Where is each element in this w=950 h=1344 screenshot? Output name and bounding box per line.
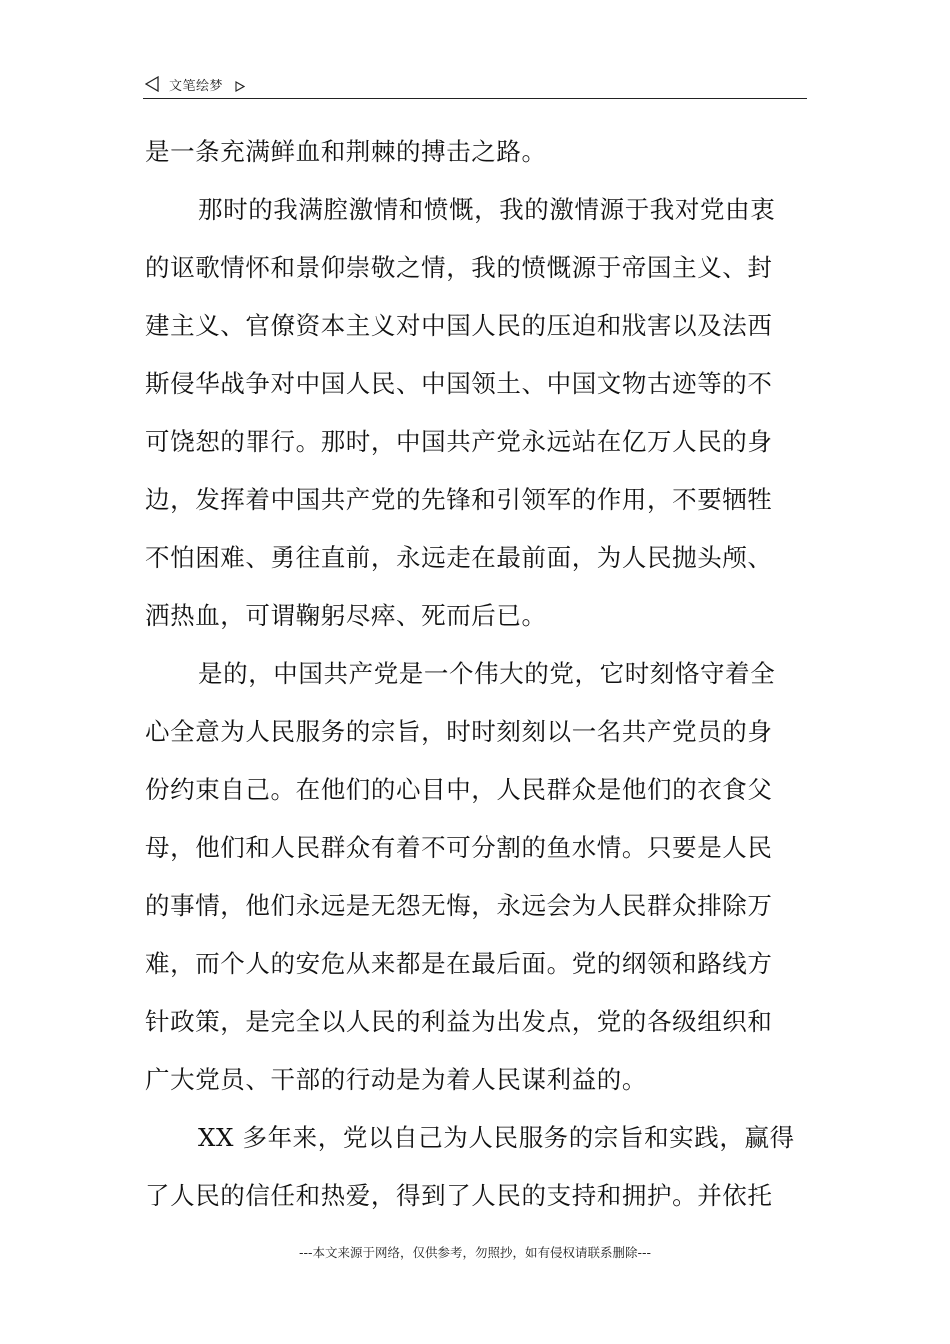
body-line: 的事情，他们永远是无怨无悔，永远会为人民群众排除万 — [145, 891, 773, 920]
body-line: 份约束自己。在他们的心目中，人民群众是他们的衣食父 — [145, 775, 773, 804]
body-line: 针政策，是完全以人民的利益为出发点，党的各级组织和 — [145, 1007, 773, 1036]
body-line: 难，而个人的安危从来都是在最后面。党的纲领和路线方 — [145, 949, 773, 978]
triangle-left-icon — [145, 76, 159, 96]
body-line: 心全意为人民服务的宗旨，时时刻刻以一名共产党员的身 — [145, 717, 773, 746]
body-line: 可饶恕的罪行。那时，中国共产党永远站在亿万人民的身 — [145, 427, 773, 456]
body-line: 那时的我满腔激情和愤慨，我的激情源于我对党由衷 — [198, 195, 776, 224]
body-line: 是的，中国共产党是一个伟大的党，它时刻恪守着全 — [198, 659, 776, 688]
body-line: 广大党员、干部的行动是为着人民谋利益的。 — [145, 1065, 647, 1094]
body-line: XX 多年来，党以自己为人民服务的宗旨和实践，赢得 — [198, 1123, 795, 1152]
body-line: 斯侵华战争对中国人民、中国领土、中国文物古迹等的不 — [145, 369, 773, 398]
page-footer: ---本文来源于网络，仅供参考，勿照抄，如有侵权请联系删除--- — [298, 1245, 652, 1260]
body-line: 了人民的信任和热爱，得到了人民的支持和拥护。并依托 — [145, 1181, 773, 1210]
body-line: 是一条充满鲜血和荆棘的搏击之路。 — [145, 137, 547, 166]
document-body — [145, 123, 810, 1225]
body-line: 的讴歌情怀和景仰崇敬之情，我的愤慨源于帝国主义、封 — [145, 253, 773, 282]
body-line: 洒热血，可谓鞠躬尽瘁、死而后已。 — [145, 601, 547, 630]
triangle-right-icon — [235, 77, 245, 96]
body-line: 建主义、官僚资本主义对中国人民的压迫和戕害以及法西 — [145, 311, 773, 340]
body-line: 不怕困难、勇往直前，永远走在最前面，为人民抛头颅、 — [145, 543, 773, 572]
page-header — [143, 72, 807, 99]
header-title: 文笔绘梦 — [169, 79, 224, 94]
body-line: 母，他们和人民群众有着不可分割的鱼水情。只要是人民 — [145, 833, 773, 862]
body-line: 边，发挥着中国共产党的先锋和引领军的作用，不要牺牲 — [145, 485, 773, 514]
